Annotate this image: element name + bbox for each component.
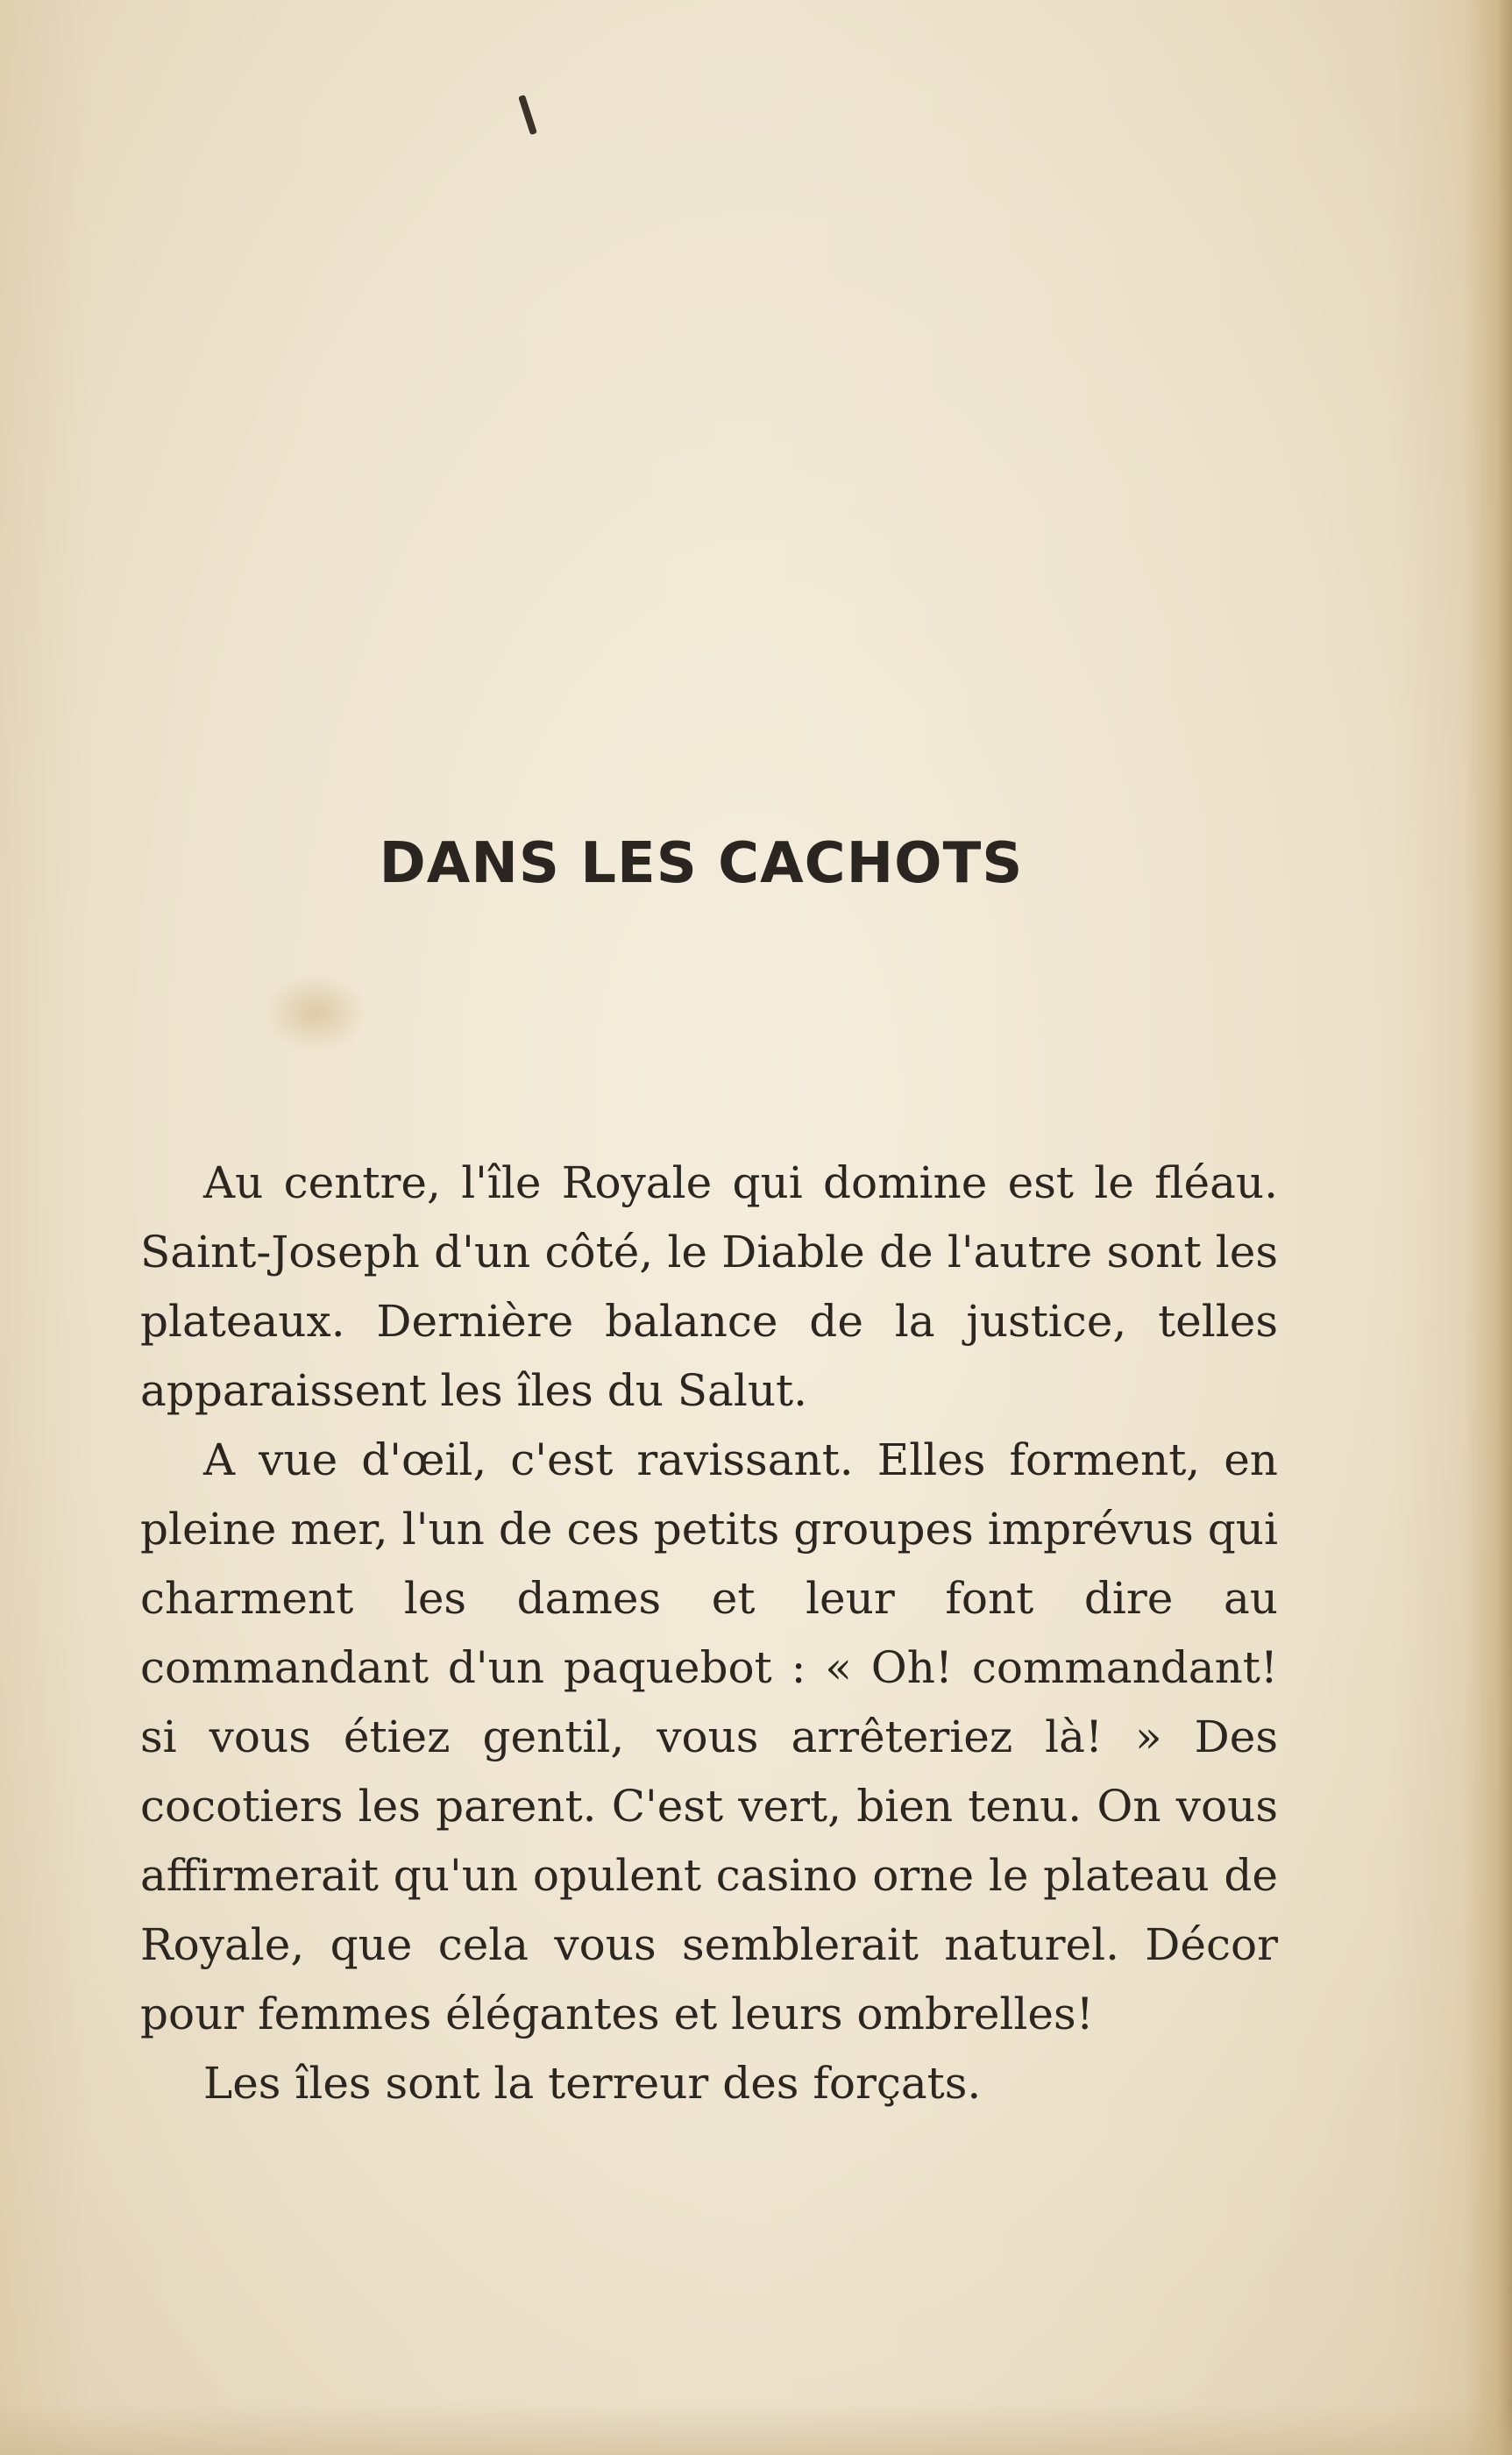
paper-stain [263,973,368,1052]
paragraph-3: Les îles sont la terreur des forçats. [203,2058,982,2109]
paragraph-2: A vue d'œil, c'est ravissant. Elles forment, en pleine mer, l'un de ces petits groupes imprévus qui charment les dames et leur font dire au commandant d'un paquebot : « Oh! commandant! si vous étiez gentil, vous arrêteriez là! » Des cocotiers les parent. C'est vert, bien tenu. On vous affirmerait qu'un opulent casino orne le plateau de Royale, que cela vous semblerait naturel. Décor pour femmes élégantes et leurs ombrelles! [140,1434,1278,2039]
paragraph-1: Au centre, l'île Royale qui domine est le fléau. Saint-Joseph d'un côté, le Diable de l'autre sont les plateaux. Dernière balance de la justice, telles apparaissent les îles du Salut. [140,1157,1278,1416]
ink-mark [518,95,537,135]
page-bottom-shadow [0,2402,1512,2455]
body-text [140,1149,1278,2118]
page-edge-shadow [1464,0,1512,2455]
chapter-title: DANS LES CACHOTS [379,831,1024,896]
